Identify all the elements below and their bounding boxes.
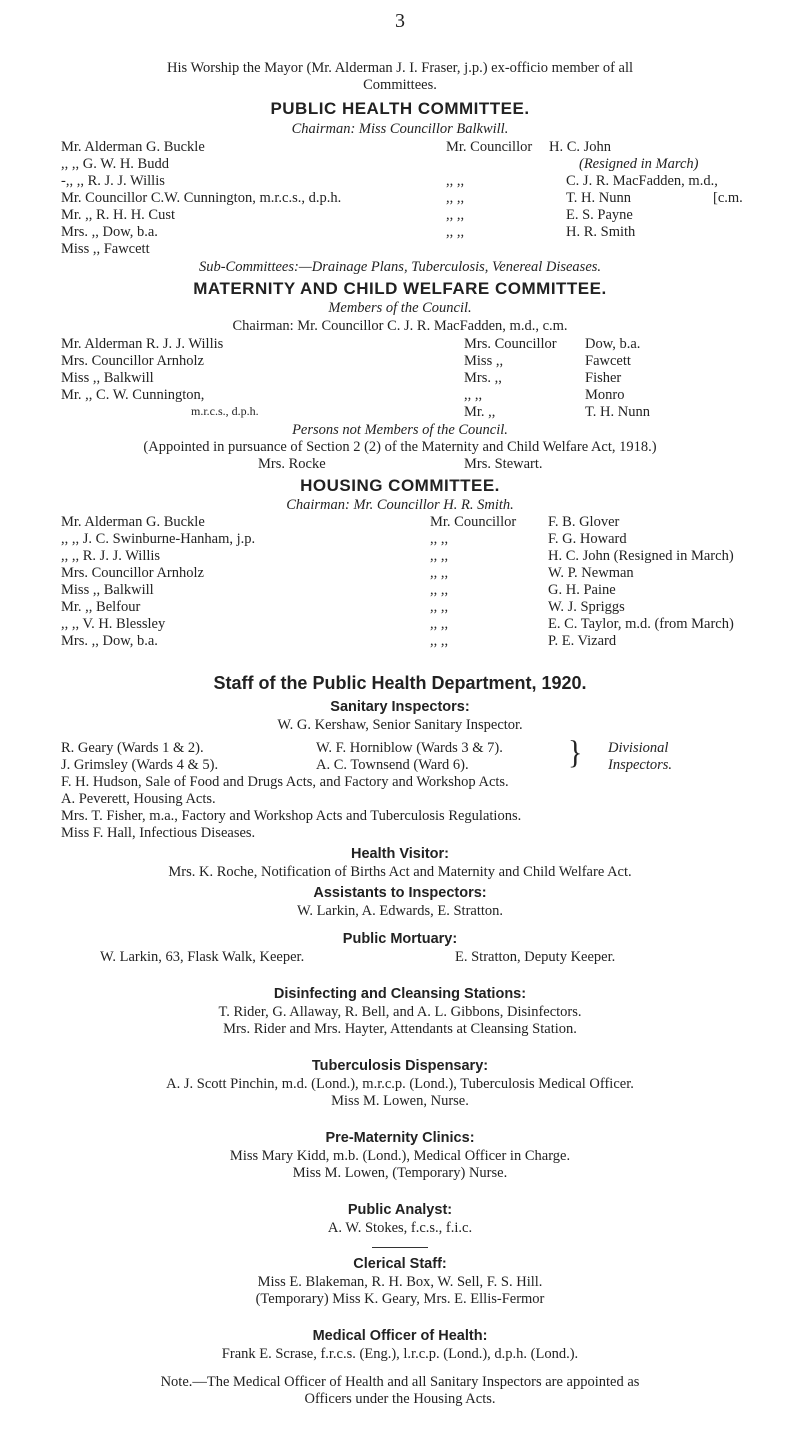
mortuary-left: W. Larkin, 63, Flask Walk, Keeper. bbox=[100, 949, 305, 965]
note-line-2: Officers under the Housing Acts. bbox=[304, 1391, 496, 1407]
hs-right-name-2: F. G. Howard bbox=[548, 531, 627, 547]
mat-right-name-4: Monro bbox=[585, 387, 625, 403]
ph-left-3: -,, ,, R. J. J. Willis bbox=[61, 173, 165, 189]
hs-right-name-6: W. J. Spriggs bbox=[548, 599, 625, 615]
ph-right-prefix-5: ,, ,, bbox=[446, 207, 465, 223]
mat-right-name-2: Fawcett bbox=[585, 353, 631, 369]
clerical-heading: Clerical Staff: bbox=[353, 1256, 447, 1272]
div-label-2: Inspectors. bbox=[608, 757, 673, 773]
hs-left-4: Mrs. Councillor Arnholz bbox=[61, 565, 204, 581]
div-label-1: Divisional bbox=[608, 740, 669, 756]
moh-heading: Medical Officer of Health: bbox=[312, 1328, 488, 1344]
mat-right-prefix-4: ,, ,, bbox=[464, 387, 483, 403]
div-right-2: A. C. Townsend (Ward 6). bbox=[316, 757, 469, 773]
hs-right-name-4: W. P. Newman bbox=[548, 565, 634, 581]
assistants-heading: Assistants to Inspectors: bbox=[313, 885, 487, 901]
tb-heading: Tuberculosis Dispensary: bbox=[311, 1058, 489, 1074]
mat-right-prefix-1: Mrs. Councillor bbox=[464, 336, 557, 352]
ph-right-extra: [c.m. bbox=[713, 190, 743, 206]
page-number: 3 bbox=[395, 10, 405, 32]
health-visitor-heading: Health Visitor: bbox=[350, 846, 450, 862]
ph-right-name-4: T. H. Nunn bbox=[566, 190, 631, 206]
ph-right-name-5: E. S. Payne bbox=[566, 207, 633, 223]
prematernity-2: Miss M. Lowen, (Temporary) Nurse. bbox=[292, 1165, 508, 1181]
maternity-appointed: (Appointed in pursuance of Section 2 (2) of the Maternity and Child Welfare Act, 1918.) bbox=[143, 439, 657, 455]
ph-right-name-2: (Resigned in March) bbox=[579, 156, 699, 172]
mat-left-1: Mr. Alderman R. J. J. Willis bbox=[61, 336, 224, 352]
hs-right-prefix-1: Mr. Councillor bbox=[430, 514, 517, 530]
ph-left-4: Mr. Councillor C.W. Cunnington, m.r.c.s., d.p.h. bbox=[61, 190, 342, 206]
hs-right-prefix-6: ,, ,, bbox=[430, 599, 449, 615]
ph-left-7: Miss ,, Fawcett bbox=[61, 241, 150, 257]
ph-right-name-3: C. J. R. MacFadden, m.d., bbox=[566, 173, 718, 189]
moh: Frank E. Scrase, f.r.c.s. (Eng.), l.r.c.p. (Lond.), d.p.h. (Lond.). bbox=[221, 1346, 579, 1362]
hs-right-prefix-4: ,, ,, bbox=[430, 565, 449, 581]
disinfecting-1: T. Rider, G. Allaway, R. Bell, and A. L. Gibbons, Disinfectors. bbox=[218, 1004, 582, 1020]
ph-left-6: Mrs. ,, Dow, b.a. bbox=[61, 224, 158, 240]
sanitary-heading: Sanitary Inspectors: bbox=[330, 699, 470, 715]
hs-right-prefix-2: ,, ,, bbox=[430, 531, 449, 547]
hs-left-8: Mrs. ,, Dow, b.a. bbox=[61, 633, 158, 649]
div-left-2: J. Grimsley (Wards 4 & 5). bbox=[61, 757, 219, 773]
health-visitor: Mrs. K. Roche, Notification of Births Act and Maternity and Child Welfare Act. bbox=[168, 864, 632, 880]
mat-right-name-3: Fisher bbox=[585, 370, 622, 386]
mortuary-heading: Public Mortuary: bbox=[342, 931, 458, 947]
ph-left-1: Mr. Alderman G. Buckle bbox=[61, 139, 205, 155]
ph-right-name-1: H. C. John bbox=[549, 139, 612, 155]
mat-right-name-5: T. H. Nunn bbox=[585, 404, 650, 420]
ph-right-prefix-6: ,, ,, bbox=[446, 224, 465, 240]
maternity-non-member-2: Mrs. Stewart. bbox=[464, 456, 543, 472]
inspector-other-2: A. Peverett, Housing Acts. bbox=[61, 791, 216, 807]
sanitary-senior: W. G. Kershaw, Senior Sanitary Inspector. bbox=[277, 717, 523, 733]
prematernity-heading: Pre-Maternity Clinics: bbox=[325, 1130, 475, 1146]
ph-left-5: Mr. ,, R. H. H. Cust bbox=[61, 207, 176, 223]
staff-title: Staff of the Public Health Department, 1920. bbox=[213, 673, 587, 693]
disinfecting-2: Mrs. Rider and Mrs. Hayter, Attendants at Cleansing Station. bbox=[223, 1021, 577, 1037]
hs-right-name-7: E. C. Taylor, m.d. (from March) bbox=[548, 616, 734, 632]
brace-icon: } bbox=[568, 734, 583, 771]
hs-right-prefix-8: ,, ,, bbox=[430, 633, 449, 649]
hs-right-prefix-3: ,, ,, bbox=[430, 548, 449, 564]
intro-line-1: His Worship the Mayor (Mr. Alderman J. I. Fraser, j.p.) ex-officio member of all bbox=[166, 60, 634, 76]
assistants: W. Larkin, A. Edwards, E. Stratton. bbox=[296, 903, 504, 919]
analyst-heading: Public Analyst: bbox=[347, 1202, 453, 1218]
hs-left-1: Mr. Alderman G. Buckle bbox=[61, 514, 205, 530]
mat-right-prefix-5: Mr. ,, bbox=[464, 404, 496, 420]
hs-right-name-3: H. C. John (Resigned in March) bbox=[548, 548, 734, 564]
hs-right-name-8: P. E. Vizard bbox=[548, 633, 617, 649]
public-health-title: PUBLIC HEALTH COMMITTEE. bbox=[270, 99, 530, 118]
housing-title: HOUSING COMMITTEE. bbox=[300, 476, 500, 495]
hs-left-2: ,, ,, J. C. Swinburne-Hanham, j.p. bbox=[61, 531, 256, 547]
inspector-other-4: Miss F. Hall, Infectious Diseases. bbox=[61, 825, 256, 841]
ph-subcommittees: Sub-Committees:—Drainage Plans, Tuberculosis, Venereal Diseases. bbox=[198, 259, 602, 275]
maternity-non-members-heading: Persons not Members of the Council. bbox=[292, 422, 508, 438]
maternity-title: MATERNITY AND CHILD WELFARE COMMITTEE. bbox=[193, 279, 607, 298]
maternity-members-heading: Members of the Council. bbox=[328, 300, 472, 316]
tb-1: A. J. Scott Pinchin, m.d. (Lond.), m.r.c.p. (Lond.), Tuberculosis Medical Officer. bbox=[166, 1076, 634, 1092]
note-line-1: Note.—The Medical Officer of Health and all Sanitary Inspectors are appointed as bbox=[160, 1374, 640, 1390]
hs-left-6: Mr. ,, Belfour bbox=[61, 599, 141, 615]
hs-right-name-1: F. B. Glover bbox=[548, 514, 620, 530]
disinfecting-heading: Disinfecting and Cleansing Stations: bbox=[273, 986, 527, 1002]
prematernity-1: Miss Mary Kidd, m.b. (Lond.), Medical Officer in Charge. bbox=[229, 1148, 571, 1164]
div-left-1: R. Geary (Wards 1 & 2). bbox=[61, 740, 204, 756]
hs-left-7: ,, ,, V. H. Blessley bbox=[61, 616, 166, 632]
hs-right-prefix-7: ,, ,, bbox=[430, 616, 449, 632]
mat-right-prefix-2: Miss ,, bbox=[464, 353, 504, 369]
mat-left-4: Mr. ,, C. W. Cunnington, bbox=[61, 387, 205, 403]
ph-right-name-6: H. R. Smith bbox=[566, 224, 636, 240]
mat-right-name-1: Dow, b.a. bbox=[585, 336, 641, 352]
clerical-1: Miss E. Blakeman, R. H. Box, W. Sell, F. S. Hill. bbox=[257, 1274, 543, 1290]
hs-right-name-5: G. H. Paine bbox=[548, 582, 616, 598]
maternity-non-member-1: Mrs. Rocke bbox=[258, 456, 326, 472]
public-health-chairman: Chairman: Miss Councillor Balkwill. bbox=[291, 121, 509, 137]
mat-left-3: Miss ,, Balkwill bbox=[61, 370, 154, 386]
tb-2: Miss M. Lowen, Nurse. bbox=[331, 1093, 469, 1109]
hs-right-prefix-5: ,, ,, bbox=[430, 582, 449, 598]
ph-left-2: ,, ,, G. W. H. Budd bbox=[61, 156, 169, 172]
mat-left-2: Mrs. Councillor Arnholz bbox=[61, 353, 204, 369]
clerical-2: (Temporary) Miss K. Geary, Mrs. E. Ellis-Fermor bbox=[255, 1291, 545, 1307]
mat-left-5: m.r.c.s., d.p.h. bbox=[191, 404, 259, 418]
intro-line-2: Committees. bbox=[363, 77, 437, 93]
divider-rule bbox=[372, 1247, 428, 1248]
analyst: A. W. Stokes, f.c.s., f.i.c. bbox=[327, 1220, 473, 1236]
hs-left-5: Miss ,, Balkwill bbox=[61, 582, 154, 598]
ph-right-prefix-3: ,, ,, bbox=[446, 173, 465, 189]
mortuary-right: E. Stratton, Deputy Keeper. bbox=[455, 949, 616, 965]
inspector-other-3: Mrs. T. Fisher, m.a., Factory and Workshop Acts and Tuberculosis Regulations. bbox=[61, 808, 522, 824]
maternity-chairman: Chairman: Mr. Councillor C. J. R. MacFadden, m.d., c.m. bbox=[232, 318, 568, 334]
div-right-1: W. F. Horniblow (Wards 3 & 7). bbox=[316, 740, 503, 756]
mat-right-prefix-3: Mrs. ,, bbox=[464, 370, 502, 386]
housing-chairman: Chairman: Mr. Councillor H. R. Smith. bbox=[286, 497, 514, 513]
hs-left-3: ,, ,, R. J. J. Willis bbox=[61, 548, 161, 564]
inspector-other-1: F. H. Hudson, Sale of Food and Drugs Acts, and Factory and Workshop Acts. bbox=[61, 774, 509, 790]
ph-right-prefix-1: Mr. Councillor bbox=[446, 139, 533, 155]
ph-right-prefix-4: ,, ,, bbox=[446, 190, 465, 206]
